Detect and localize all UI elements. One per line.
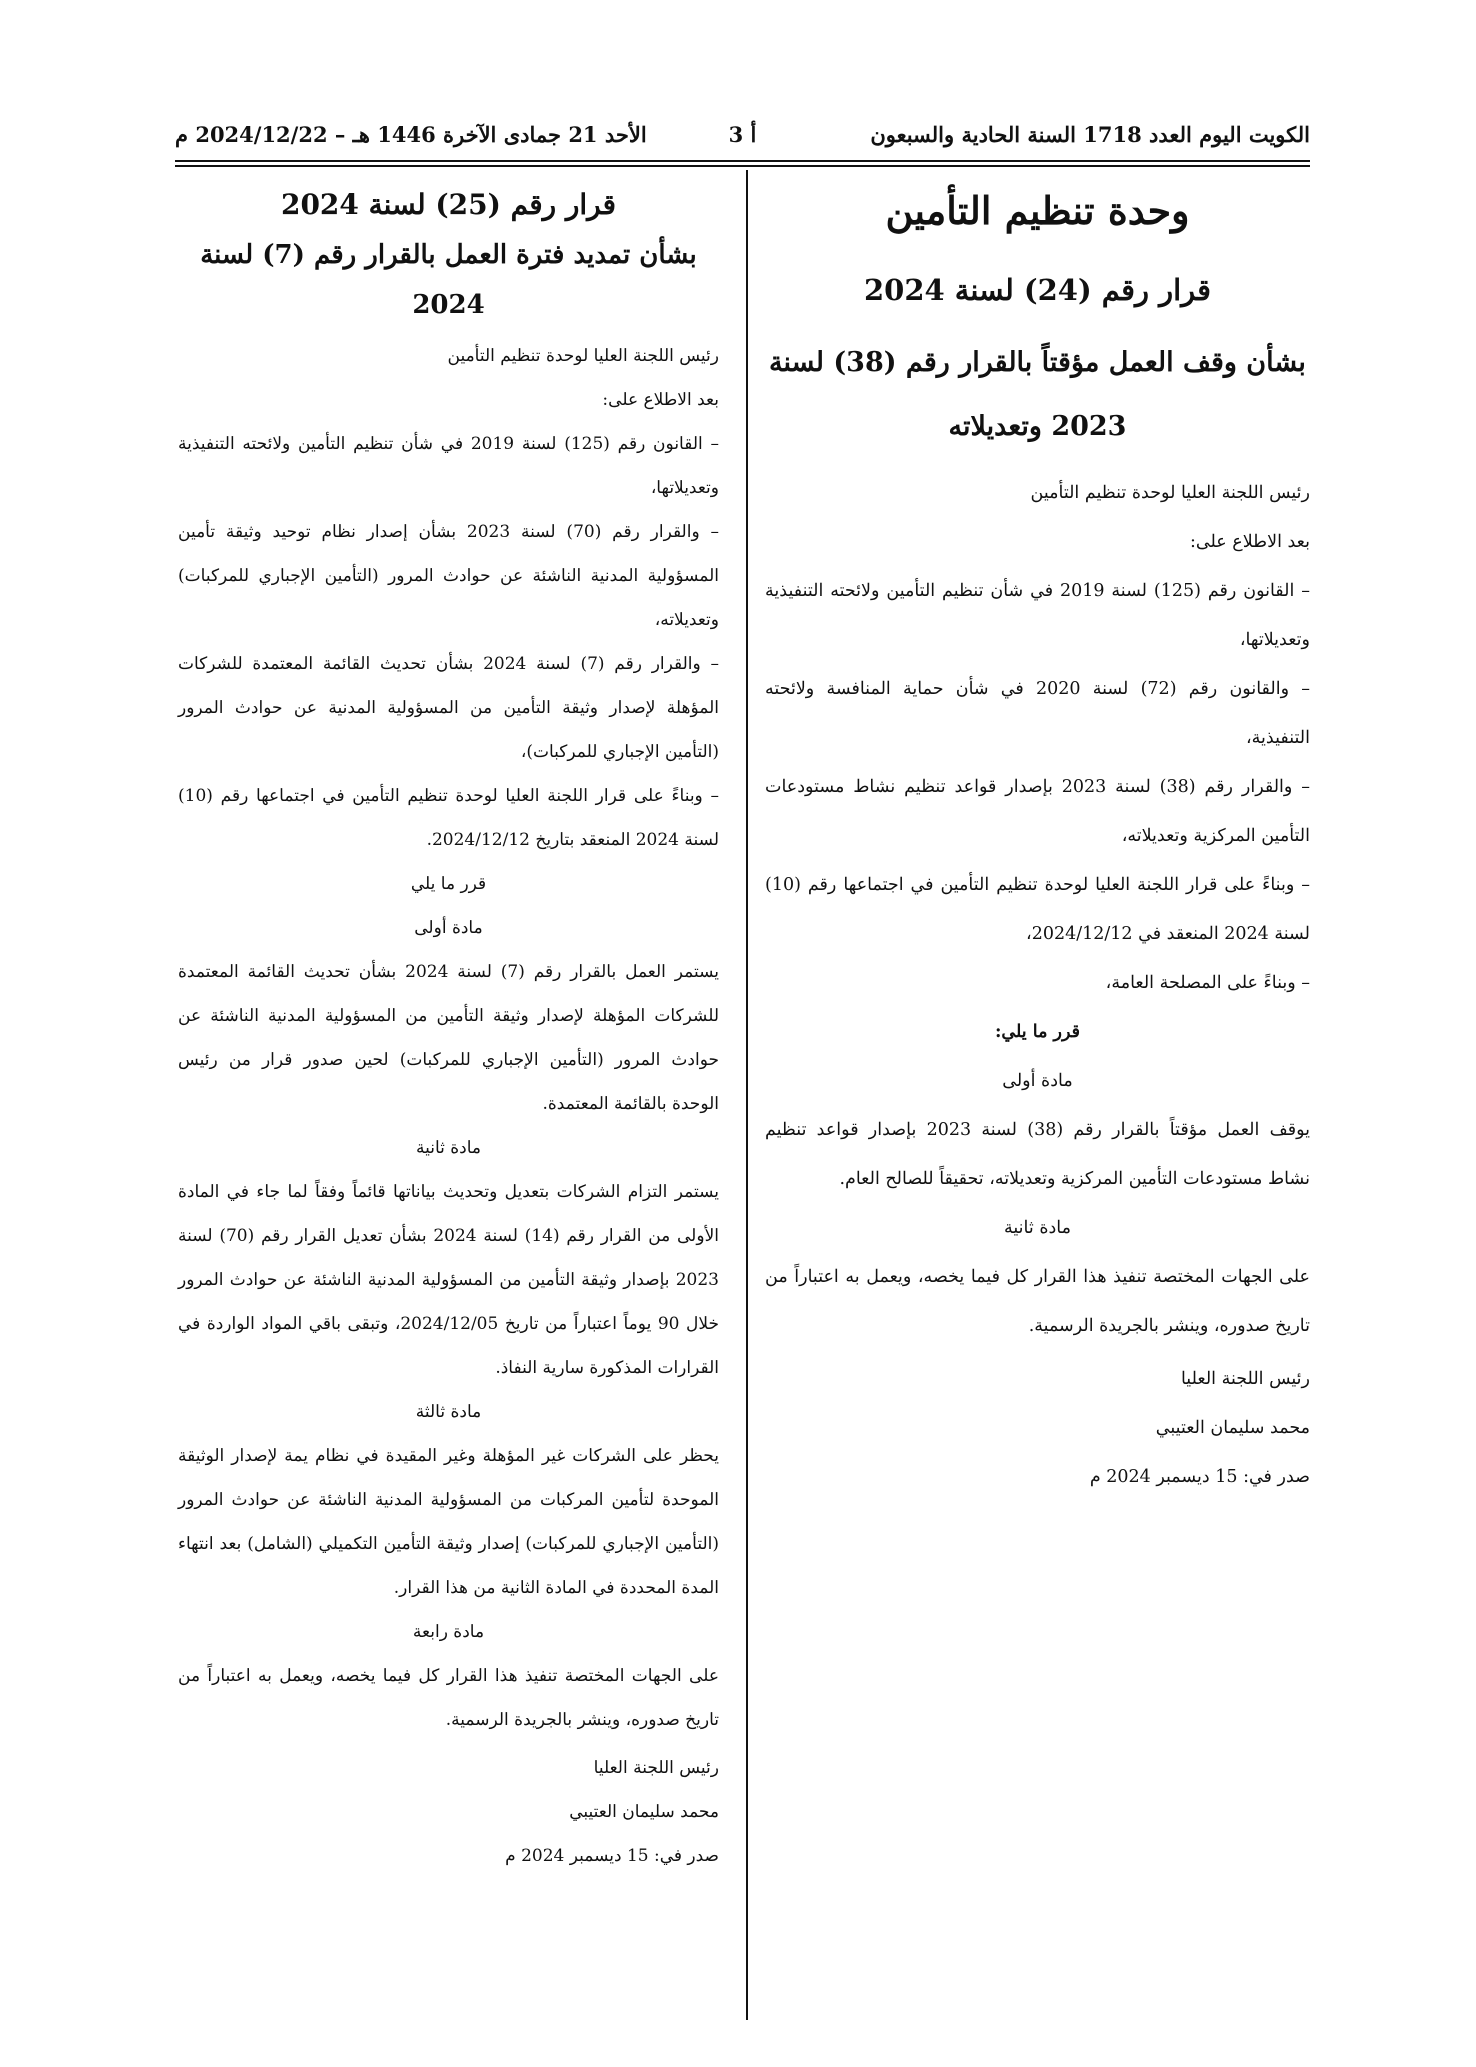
page-header (175, 122, 1310, 154)
recital-item: – وبناءً على المصلحة العامة، (1105, 973, 1310, 993)
after-review-line: بعد الاطلاع على: (1190, 532, 1310, 552)
article-2-text: على الجهات المختصة تنفيذ هذا القرار كل فيما يخصه، ويعمل به اعتباراً من تاريخ صدوره، وينشر بالجريدة الرسمية. (765, 1267, 1310, 1336)
recital-item: – القانون رقم (125) لسنة 2019 في شأن تنظيم التأمين ولائحته التنفيذية وتعديلاتها، (765, 581, 1310, 650)
signatory-name: محمد سليمان العتيبي (1155, 1418, 1310, 1438)
decision-25-title: قرار رقم (25) لسنة 2024 (280, 188, 617, 221)
recital-item: – والقرار رقم (7) لسنة 2024 بشأن تحديث القائمة المعتمدة للشركات المؤهلة لإصدار وثيقة التأمين من المسؤولية المدنية عن حوادث المرور (التأمين الإجباري للمركبات)، (178, 654, 719, 762)
article-1-title: مادة أولى (414, 918, 483, 938)
header-rule-top (175, 160, 1310, 162)
decision-25-subject: بشأن تمديد فترة العمل بالقرار رقم (7) لسنة 2024 (200, 240, 697, 320)
right-column (765, 180, 1310, 1502)
header-rule-bottom (175, 165, 1310, 167)
decision-24-subject: بشأن وقف العمل مؤقتاً بالقرار رقم (38) لسنة 2023 وتعديلاته (769, 347, 1306, 442)
article-2-text: يستمر التزام الشركات بتعديل وتحديث بياناتها قائماً وفقاً لما جاء في المادة الأولى من القرار رقم (14) لسنة 2024 بشأن تعديل القرار رقم (70) لسنة 2023 بإصدار وثيقة التأمين من المسؤولية المدنية الناشئة عن حوادث المرور خلال 90 يوماً اعتباراً من تاريخ 2024/12/05، وتبقى باقي المواد الواردة في القرارات المذكورة سارية النفاذ. (178, 1182, 719, 1378)
after-review-line: بعد الاطلاع على: (602, 390, 719, 410)
article-1-title: مادة أولى (1002, 1071, 1073, 1091)
article-4-title: مادة رابعة (412, 1622, 485, 1642)
header-issue-info: الكويت اليوم العدد 1718 السنة الحادية والسبعون (870, 122, 1310, 147)
header-date: الأحد 21 جمادى الآخرة 1446 هـ – 2024/12/22 م (175, 122, 647, 147)
article-1-text: يوقف العمل مؤقتاً بالقرار رقم (38) لسنة 2023 بإصدار قواعد تنظيم نشاط مستودعات التأمين المركزية وتعديلاته، تحقيقاً للصالح العام. (765, 1120, 1310, 1189)
signatory-title: رئيس اللجنة العليا (593, 1758, 719, 1778)
article-4-text: على الجهات المختصة تنفيذ هذا القرار كل فيما يخصه، ويعمل به اعتباراً من تاريخ صدوره، وينشر بالجريدة الرسمية. (178, 1666, 719, 1730)
signatory-title: رئيس اللجنة العليا (1180, 1369, 1310, 1389)
issue-date: صدر في: 15 ديسمبر 2024 م (505, 1846, 719, 1866)
header-page-number: أ 3 (728, 122, 757, 147)
recital-item: – والقرار رقم (70) لسنة 2023 بشأن إصدار نظام توحيد وثيقة تأمين المسؤولية المدنية الناشئة عن حوادث المرور (التأمين الإجباري للمركبات) وتعديلاته، (178, 522, 720, 630)
recital-item: – والقانون رقم (72) لسنة 2020 في شأن حماية المنافسة ولائحته التنفيذية، (765, 679, 1311, 748)
issue-date: صدر في: 15 ديسمبر 2024 م (1089, 1467, 1310, 1487)
article-2-title: مادة ثانية (1004, 1218, 1071, 1238)
article-3-text: يحظر على الشركات غير المؤهلة وغير المقيدة في نظام يمة لإصدار الوثيقة الموحدة لتأمين المركبات من المسؤولية المدنية الناشئة عن حوادث المرور (التأمين الإجباري للمركبات) إصدار وثيقة التأمين التكميلي (الشامل) بعد انتهاء المدة المحددة في المادة الثانية من هذا القرار. (178, 1446, 719, 1598)
decided-heading: قرر ما يلي: (994, 1022, 1081, 1042)
decided-heading: قرر ما يلي (410, 874, 487, 894)
recital-item: – وبناءً على قرار اللجنة العليا لوحدة تنظيم التأمين في اجتماعها رقم (10) لسنة 2024 المنعقد بتاريخ 2024/12/12. (178, 786, 719, 850)
article-1-text: يستمر العمل بالقرار رقم (7) لسنة 2024 بشأن تحديث القائمة المعتمدة للشركات المؤهلة لإصدار وثيقة التأمين من المسؤولية المدنية الناشئة عن حوادث المرور (التأمين الإجباري للمركبات) لحين صدور قرار من رئيس الوحدة بالقائمة المعتمدة. (178, 962, 719, 1114)
article-2-title: مادة ثانية (415, 1138, 482, 1158)
recital-item: – وبناءً على قرار اللجنة العليا لوحدة تنظيم التأمين في اجتماعها رقم (10) لسنة 2024 المنعقد في 2024/12/12، (765, 875, 1310, 944)
recital-item: – القانون رقم (125) لسنة 2019 في شأن تنظيم التأمين ولائحته التنفيذية وتعديلاتها، (178, 434, 719, 498)
unit-title: وحدة تنظيم التأمين (885, 188, 1190, 233)
signatory-name: محمد سليمان العتيبي (569, 1802, 719, 1822)
issuer-line: رئيس اللجنة العليا لوحدة تنظيم التأمين (1030, 483, 1310, 503)
recital-item: – والقرار رقم (38) لسنة 2023 بإصدار قواعد تنظيم نشاط مستودعات التأمين المركزية وتعديلاته، (765, 777, 1310, 846)
issuer-line: رئيس اللجنة العليا لوحدة تنظيم التأمين (447, 346, 719, 366)
column-divider (746, 170, 748, 2020)
decision-24-title: قرار رقم (24) لسنة 2024 (863, 273, 1211, 307)
article-3-title: مادة ثالثة (415, 1402, 482, 1422)
left-column (178, 180, 719, 1878)
